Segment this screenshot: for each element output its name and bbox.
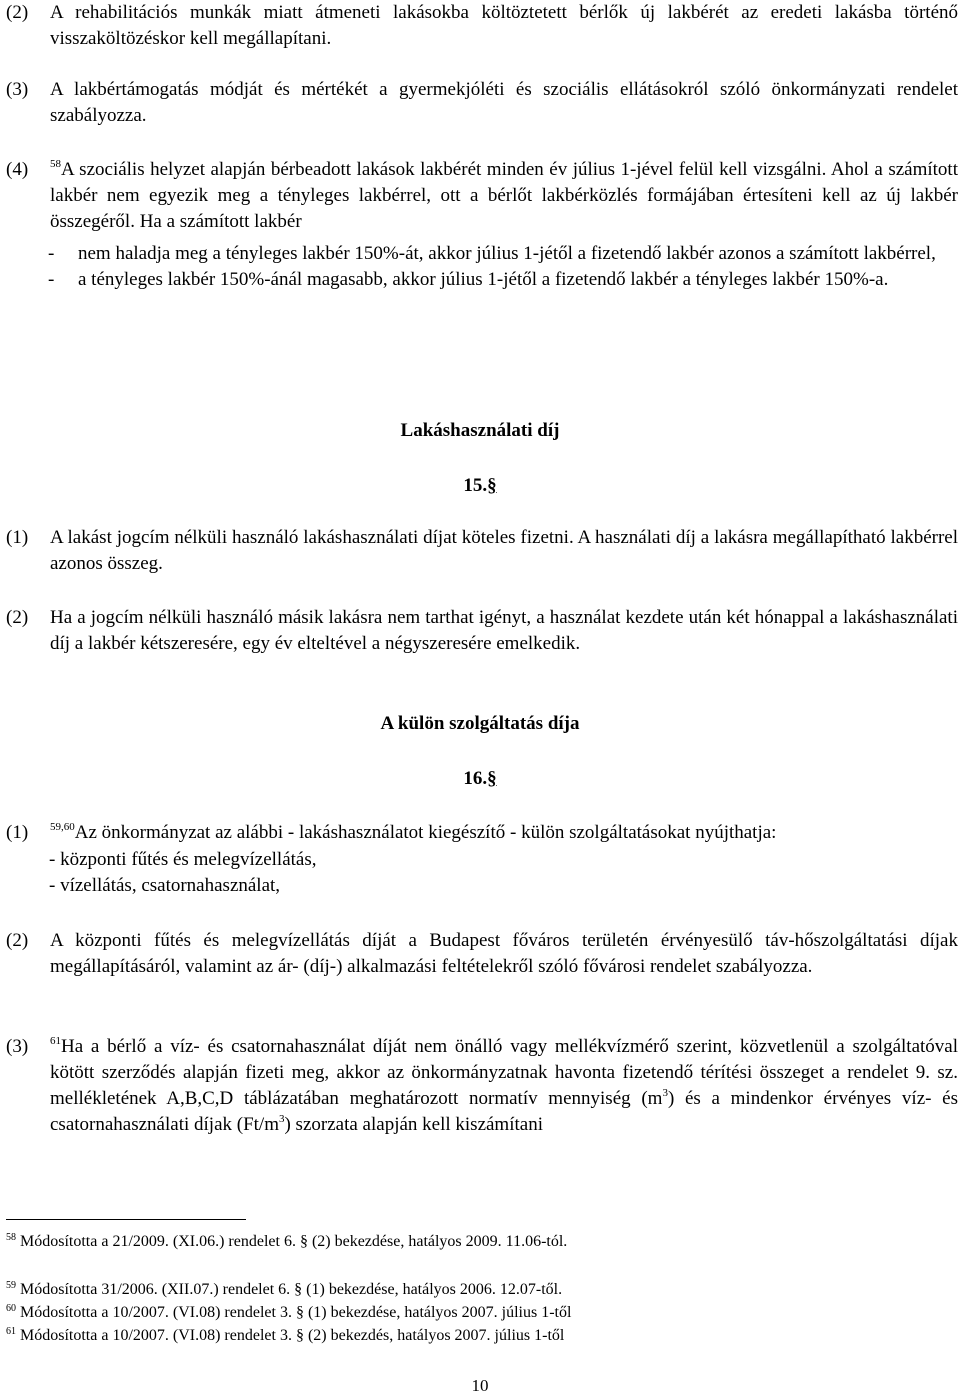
paragraph-number: (4) (6, 159, 29, 180)
footnote-ref[interactable]: 59,60 (50, 821, 75, 833)
footnote-ref[interactable]: 58 (50, 158, 61, 170)
paragraph-number: (3) (6, 1036, 29, 1057)
paragraph-text: Ha a jogcím nélküli használó másik lakásra nem tarthat igényt, a használat kezdete után két hónappal a lakáshasználati díj a lakbér kétszeresére, egy év elteltével a négyszeresére emelkedik. (50, 607, 958, 654)
page-number: 10 (471, 1376, 489, 1395)
paragraph-text: ) szorzata alapján kell kiszámítani (284, 1114, 543, 1135)
paragraph-2 (0, 605, 960, 657)
paragraph-number: (1) (6, 822, 29, 843)
footnote-text: Módosította a 10/2007. (VI.08) rendelet 3. § (1) bekezdése, hatályos 2007. július 1-től (20, 1304, 572, 1321)
paragraph-text: ) és a mindenkor érvényes víz- és csatornahasználati díjak (Ft/m (50, 1088, 958, 1135)
dash-item: - a tényleges lakbér 150%-ánál magasabb, akkor július 1-jétől a fizetendő lakbér a tényleges lakbér 150%-a. (48, 269, 889, 290)
superscript: 3 (278, 1113, 285, 1125)
footnote-number: 61 (6, 1326, 16, 1337)
paragraph-text: A rehabilitációs munkák miatt átmeneti lakásokba költöztetett bérlők új lakbérét az eredeti lakásba történő visszaköltözéskor kell megállapítani. (50, 2, 958, 49)
paragraph-number: (2) (6, 2, 29, 23)
paragraph-3 (0, 1034, 960, 1138)
dash-item: - nem haladja meg a tényleges lakbér 150%-át, akkor július 1-jétől a fizetendő lakbér azonos a számított lakbérrel, (48, 243, 936, 264)
dash-item-text: nem haladja meg a tényleges lakbér 150%-át, akkor július 1-jétől a fizetendő lakbér azonos a számított lakbérrel, (78, 243, 936, 264)
paragraph-2 (0, 928, 960, 980)
footnote (6, 1326, 564, 1346)
paragraph-text: A lakbértámogatás módját és mértékét a gyermekjóléti és szociális ellátásokról szóló önkormányzati rendelet szabályozza. (50, 79, 958, 126)
paragraph-text: Ha a bérlő a víz- és csatornahasználat díját nem önálló vagy mellékvízmérő szerint, közvetlenül a szolgáltatóval kötött szerződés alapján fizeti meg, akkor az önkormányzatnak havonta fizetendő térítési összeget a rendelet 9. sz. mellékletének A,B,C,D táblázatában meghatározott normatív mennyiség (m (50, 1036, 958, 1109)
paragraph-number: (3) (6, 79, 29, 100)
paragraph-text: Az önkormányzat az alábbi - lakáshasználatot kiegészítő - külön szolgáltatásokat nyújthatja: (74, 822, 777, 843)
footnote-number: 59 (6, 1280, 16, 1291)
paragraph-3 (0, 77, 960, 129)
footnote-text: Módosította 31/2006. (XII.07.) rendelet 6. § (1) bekezdése, hatályos 2006. 12.07-től. (20, 1281, 563, 1298)
section-heading: A külön szolgáltatás díja (380, 713, 580, 734)
paragraph-text: A lakást jogcím nélküli használó lakáshasználati díjat köteles fizetni. A használati díj a lakásra megállapítható lakbérrel azonos összeg. (50, 527, 958, 574)
paragraph-sign: § (487, 475, 497, 496)
footnote-number: 60 (6, 1303, 16, 1314)
footnote-ref[interactable]: 61 (50, 1035, 61, 1047)
list-item: - vízellátás, csatornahasználat, (49, 875, 281, 896)
paragraph-number: (1) (6, 527, 29, 548)
paragraph-text: A szociális helyzet alapján bérbeadott lakások lakbérét minden év július 1-jével felül kell vizsgálni. Ahol a számított lakbér nem egyezik meg a tényleges lakbérrel, ott a bérlőt lakbérközlés formájában értesíteni kell az új lakbér összegéről. Ha a számított lakbér (50, 159, 958, 232)
section-number: 16.§ (463, 768, 497, 789)
paragraph-number: (2) (6, 930, 29, 951)
footnote-text: Módosította a 10/2007. (VI.08) rendelet 3. § (2) bekezdés, hatályos 2007. július 1-től (20, 1327, 565, 1344)
footnote (6, 1280, 562, 1300)
section-number: 15.§ (463, 475, 497, 496)
footnote (6, 1232, 567, 1252)
paragraph-1 (0, 820, 960, 846)
paragraph-2 (0, 0, 960, 52)
footnote-number: 58 (6, 1232, 16, 1243)
section-heading: Lakáshasználati díj (400, 420, 560, 441)
paragraph-number: (2) (6, 607, 29, 628)
paragraph-sign: § (487, 768, 497, 789)
list-item: - központi fűtés és melegvízellátás, (49, 849, 317, 870)
footnote-text: Módosította a 21/2009. (XI.06.) rendelet 6. § (2) bekezdése, hatályos 2009. 11.06-tól. (20, 1233, 568, 1250)
superscript: 3 (662, 1087, 668, 1099)
paragraph-text: A központi fűtés és melegvízellátás díját a Budapest főváros területén érvényesülő táv-hőszolgáltatási díjak megállapításáról, valamint az ár- (díj-) alkalmazási feltételekről szóló fővárosi rendelet szabályozza. (50, 930, 958, 977)
paragraph-4 (0, 157, 960, 293)
dash-item-text: a tényleges lakbér 150%-ánál magasabb, akkor július 1-jétől a fizetendő lakbér a tényleges lakbér 150%-a. (78, 269, 889, 290)
footnote-divider (6, 1219, 246, 1220)
paragraph-1 (0, 525, 960, 577)
footnote (6, 1303, 571, 1323)
